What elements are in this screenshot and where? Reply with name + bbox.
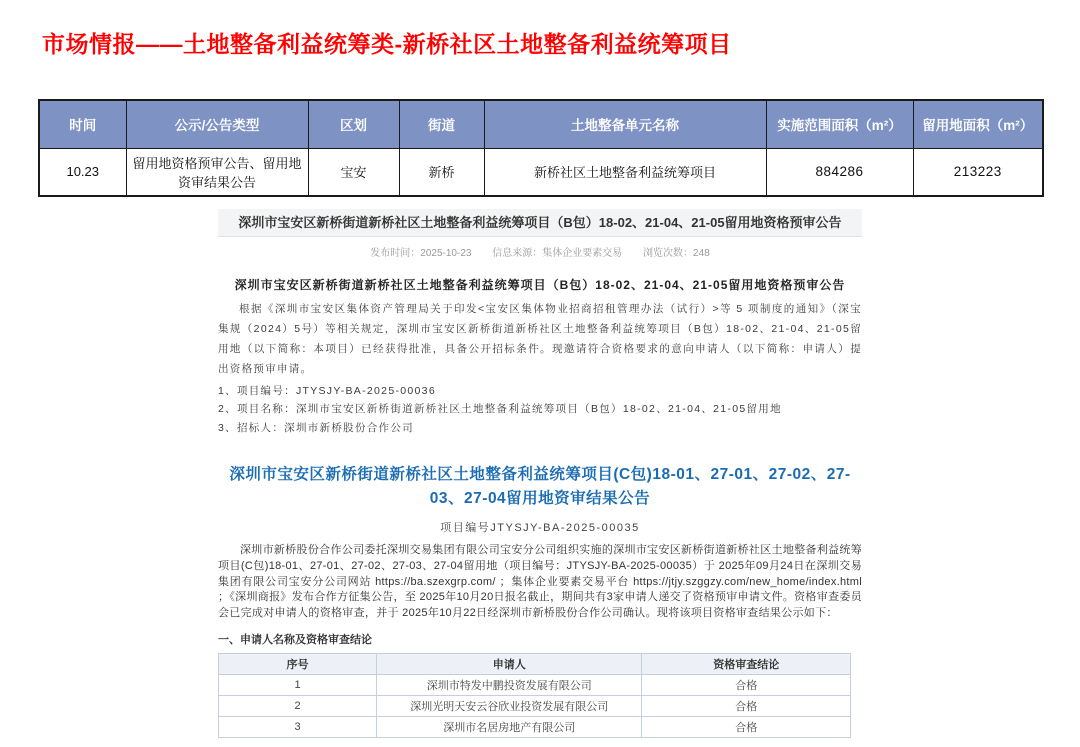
view-count: 浏览次数：248 — [643, 247, 710, 259]
publish-date: 发布时间：2025-10-23 — [370, 247, 472, 259]
announcement2-section-heading: 一、申请人名称及资格审查结论 — [218, 633, 372, 646]
table-row — [219, 716, 851, 737]
summary-header-row — [39, 100, 1043, 148]
result-cell-index: 2 — [219, 695, 377, 716]
summary-header-type: 公示/公告类型 — [126, 100, 308, 148]
page — [0, 26, 1080, 747]
table-row — [219, 674, 851, 695]
result-header-applicant: 申请人 — [377, 653, 642, 674]
result-cell-index: 1 — [219, 674, 377, 695]
announcement1-meta — [218, 244, 862, 259]
result-cell-applicant: 深圳市特发中鹏投资发展有限公司 — [377, 674, 642, 695]
result-header-conclusion: 资格审查结论 — [642, 653, 851, 674]
announcements-section — [218, 209, 862, 738]
summary-cell-time: 10.23 — [39, 148, 126, 196]
page-title: 市场情报——土地整备利益统筹类-新桥社区土地整备利益统筹项目 — [42, 31, 732, 57]
summary-header-district: 区划 — [308, 100, 399, 148]
announcement-prequalification — [218, 209, 862, 438]
summary-header-time: 时间 — [39, 100, 126, 148]
announcement2-paragraph: 深圳市新桥股份合作公司委托深圳交易集团有限公司宝安分公司组织实施的深圳市宝安区新桥街道新桥社区土地整备利益统筹项目(C包)18-01、27-01、27-02、27-03、27-04留用地（项目编号：JTYSJY-BA-2025-00035）于 2025年09月24日在深圳交易集团有限公司宝安分公司网站 https://ba.szexgrp.com/ ；集体企业要素交易平台 https://jtjy.szggzy.com/new_home/index.html ；《深圳商报》发布合作方征集公告，至 2025年10月20日报名截止，期间共有3家申请人递交了资格预审申请文件。资格审查委员会已完成对申请人的资格审查，并于 2025年10月22日经深圳市新桥股份合作公司确认。现将该项目资格审查结果公示如下： — [218, 544, 862, 620]
result-header-row — [219, 653, 851, 674]
summary-cell-street: 新桥 — [399, 148, 484, 196]
tenderer-line: 3、招标人：深圳市新桥股份合作公司 — [218, 421, 414, 434]
summary-header-reserved-area: 留用地面积（m²） — [913, 100, 1043, 148]
summary-header-scope-area: 实施范围面积（m²） — [766, 100, 913, 148]
info-source: 信息来源：集体企业要素交易 — [492, 247, 623, 259]
result-cell-applicant: 深圳市名居房地产有限公司 — [377, 716, 642, 737]
announcement2-project-number: 项目编号JTYSJY-BA-2025-00035 — [440, 522, 640, 534]
summary-cell-type: 留用地资格预审公告、留用地资审结果公告 — [126, 148, 308, 196]
summary-cell-reserved-area: 213223 — [913, 148, 1043, 196]
table-row — [219, 695, 851, 716]
summary-cell-unit-name: 新桥社区土地整备利益统筹项目 — [484, 148, 766, 196]
summary-table — [38, 99, 1044, 197]
result-header-index: 序号 — [219, 653, 377, 674]
summary-cell-district: 宝安 — [308, 148, 399, 196]
summary-header-street: 街道 — [399, 100, 484, 148]
result-table — [218, 653, 851, 738]
summary-cell-scope-area: 884286 — [766, 148, 913, 196]
announcement1-items — [218, 382, 862, 438]
announcement2-title: 深圳市宝安区新桥街道新桥社区土地整备利益统筹项目(C包)18-01、27-01、27-02、27-03、27-04留用地资审结果公告 — [229, 466, 851, 507]
summary-header-unit-name: 土地整备单元名称 — [484, 100, 766, 148]
announcement1-paragraph: 根据《深圳市宝安区集体资产管理局关于印发<宝安区集体物业招商招租管理办法（试行）>等 5 项制度的通知》（深宝集规（2024）5号）等相关规定，深圳市宝安区新桥街道新桥社区土地整备利益统筹项目（B包）18-02、21-04、21-05留用地（以下简称：本项目）已经获得批准，具备公开招标条件。现邀请符合资格要求的意向申请人（以下简称：申请人）提出资格预审申请。 — [218, 302, 862, 375]
project-number-line: 1、项目编号：JTYSJY-BA-2025-00036 — [218, 384, 436, 397]
summary-data-row — [39, 148, 1043, 196]
announcement1-title-bar: 深圳市宝安区新桥街道新桥社区土地整备利益统筹项目（B包）18-02、21-04、21-05留用地资格预审公告 — [218, 209, 862, 237]
result-cell-applicant: 深圳光明天安云谷欣业投资发展有限公司 — [377, 695, 642, 716]
result-cell-conclusion: 合格 — [642, 716, 851, 737]
announcement-review-result — [218, 463, 862, 738]
project-name-line: 2、项目名称：深圳市宝安区新桥街道新桥社区土地整备利益统筹项目（B包）18-02、21-04、21-05留用地 — [218, 403, 782, 415]
result-cell-conclusion: 合格 — [642, 695, 851, 716]
announcement1-body-title: 深圳市宝安区新桥街道新桥社区土地整备利益统筹项目（B包）18-02、21-04、21-05留用地资格预审公告 — [234, 277, 846, 292]
result-cell-conclusion: 合格 — [642, 674, 851, 695]
result-cell-index: 3 — [219, 716, 377, 737]
